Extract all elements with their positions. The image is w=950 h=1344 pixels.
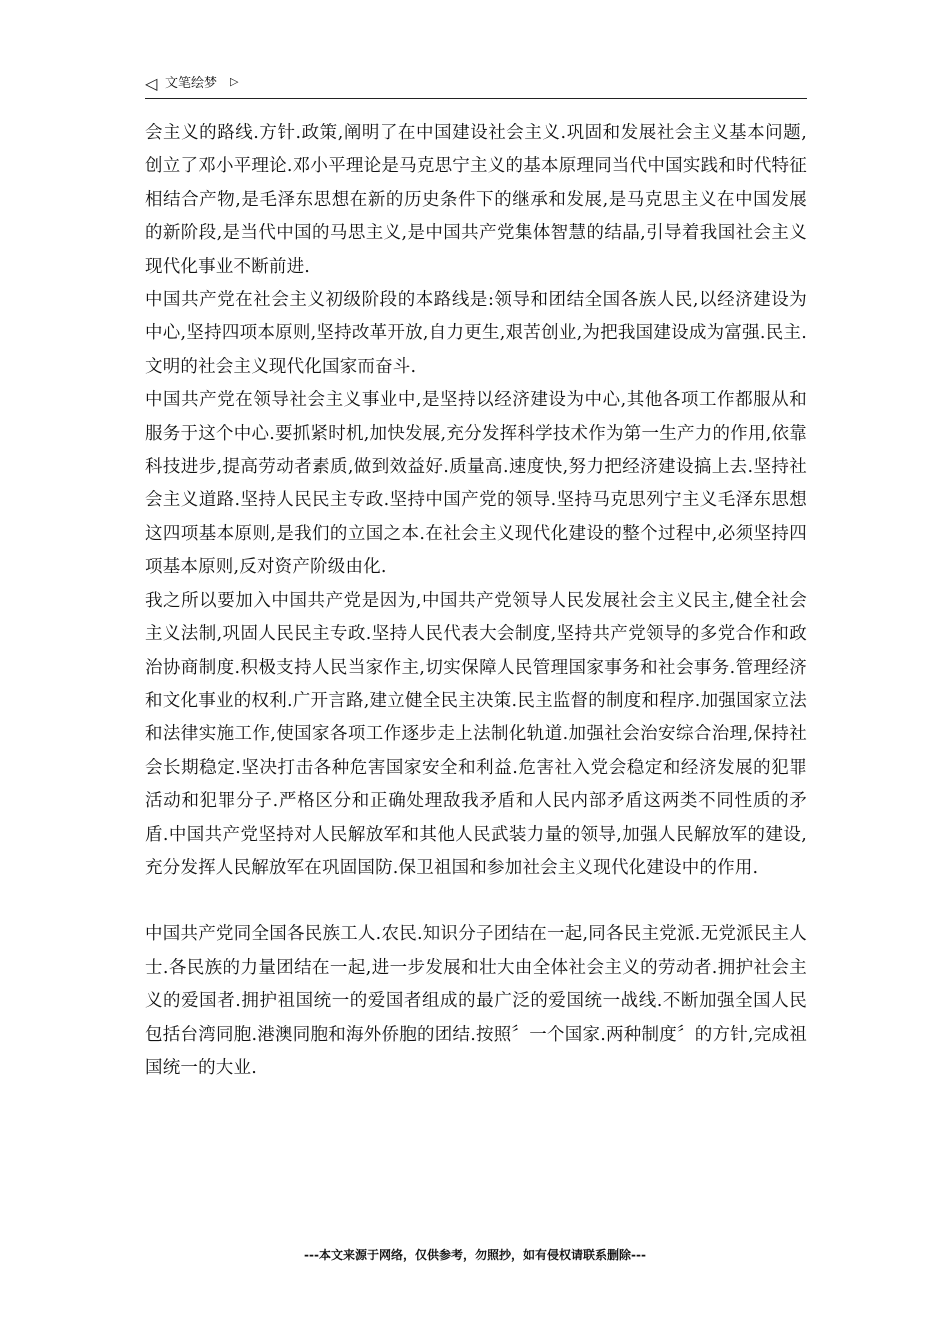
- header-title: 文笔绘梦: [165, 76, 218, 91]
- paragraph-3: 中国共产党在领导社会主义事业中,是坚持以经济建设为中心,其他各项工作都服从和服务于这个中心.要抓紧时机,加快发展,充分发挥科学技术作为第一生产力的作用,依靠科技进步,提高劳动者素质,做到效益好.质量高.速度快,努力把经济建设搞上去.坚持社会主义道路.坚持人民民主专政.坚持中国产党的领导.坚持马克思列宁主义毛泽东思想这四项基本原则,是我们的立国之本.在社会主义现代化建设的整个过程中,必须坚持四项基本原则,反对资产阶级由化.: [145, 390, 807, 578]
- triangle-left-icon: ◁: [145, 74, 158, 93]
- footer-disclaimer: ---本文来源于网络，仅供参考，勿照抄，如有侵权请联系删除---: [304, 1248, 646, 1262]
- page-header: [145, 74, 807, 99]
- paragraph-1: 会主义的路线.方针.政策,阐明了在中国建设社会主义.巩固和发展社会主义基本问题,创立了邓小平理论.邓小平理论是马克思宁主义的基本原理同当代中国实践和时代特征相结合产物,是毛泽东思想在新的历史条件下的继承和发展,是马克思主义在中国发展的新阶段,是当代中国的马思主义,是中国共产党集体智慧的结晶,引导着我国社会主义现代化事业不断前进.: [145, 123, 807, 277]
- paragraph-5: 中国共产党同全国各民族工人.农民.知识分子团结在一起,同各民主党派.无党派民主人士.各民族的力量团结在一起,进一步发展和壮大由全体社会主义的劳动者.拥护社会主义的爱国者.拥护祖国统一的爱国者组成的最广泛的爱国统一战线.不断加强全国人民包括台湾同胞.港澳同胞和海外侨胞的团结.按照〞一个国家.两种制度〞的方针,完成祖国统一的大业.: [145, 924, 807, 1078]
- paragraph-2: 中国共产党在社会主义初级阶段的本路线是:领导和团结全国各族人民,以经济建设为中心,坚持四项本原则,坚持改革开放,自力更生,艰苦创业,为把我国建设成为富强.民主.文明的社会主义现代化国家而奋斗.: [145, 290, 807, 377]
- triangle-right-icon: ▷: [230, 75, 239, 88]
- document-body: [145, 117, 807, 1085]
- paragraph-4: 我之所以要加入中国共产党是因为,中国共产党领导人民发展社会主义民主,健全社会主义法制,巩固人民民主专政.坚持人民代表大会制度,坚持共产党领导的多党合作和政治协商制度.积极支持人民当家作主,切实保障人民管理国家事务和社会事务.管理经济和文化事业的权利.广开言路,建立健全民主决策.民主监督的制度和程序.加强国家立法和法律实施工作,使国家各项工作逐步走上法制化轨道.加强社会治安综合治理,保持社会长期稳定.坚决打击各种危害国家安全和利益.危害社入党会稳定和经济发展的犯罪活动和犯罪分子.严格区分和正确处理敌我矛盾和人民内部矛盾这两类不同性质的矛盾.中国共产党坚持对人民解放军和其他人民武装力量的领导,加强人民解放军的建设,充分发挥人民解放军在巩固国防.保卫祖国和参加社会主义现代化建设中的作用.: [145, 590, 807, 878]
